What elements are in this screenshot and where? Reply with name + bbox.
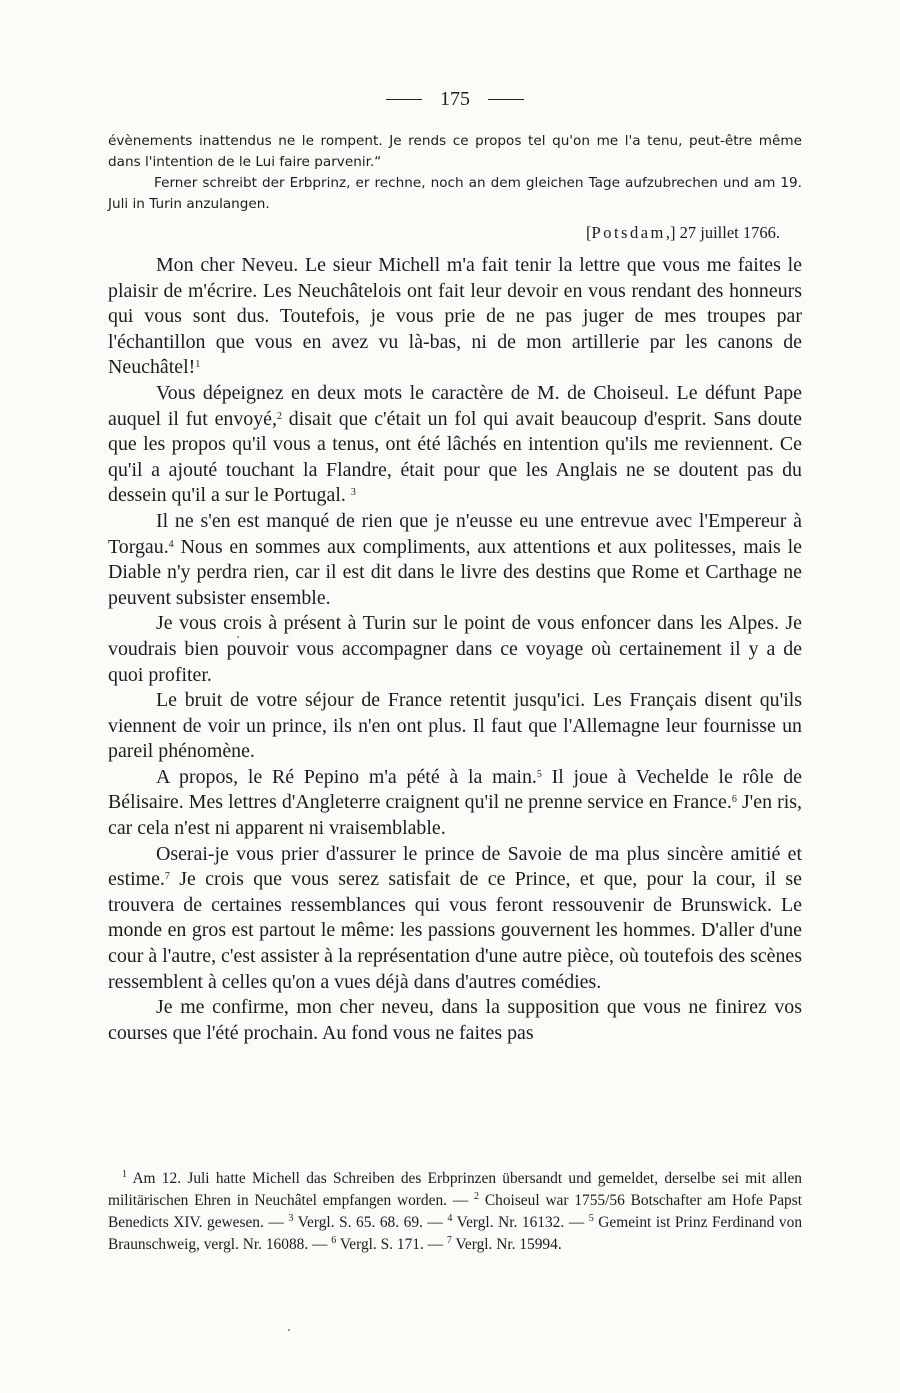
dateline xyxy=(108,223,780,243)
footnote-mark: 4 xyxy=(447,1213,453,1224)
footnote-mark: 1 xyxy=(122,1169,127,1180)
page-number: 175 xyxy=(440,88,470,110)
dateline-date: ,] 27 juillet 1766. xyxy=(665,223,780,242)
page-header xyxy=(108,88,802,111)
intro-paragraph: évènements inattendus ne le rompent. Je rends ce propos tel qu'on me l'a tenu, peut-être même dans l'intention de le Lui faire parvenir.“ xyxy=(108,133,802,170)
letter-paragraph xyxy=(108,381,802,509)
text-run: Mon cher Neveu. Le sieur Michell m'a fait tenir la lettre que vous me faites le plaisir de m'écrire. Les Neuchâtelois ont fait leur devoir en vous rendant des honneurs qui vous sont dus. Toutefois, je vous prie de ne pas juger de mes troupes par l'échantillon que vous en avez vu là-bas, ni de mon artillerie par les canons de Neuchâtel! xyxy=(108,254,802,379)
text-run: Nous en sommes aux compliments, aux attentions et aux politesses, mais le Diable n'y perdra rien, car il est dit dans le livre des destins que Rome et Carthage ne peuvent subsister ensemble. xyxy=(108,535,802,609)
page-content xyxy=(108,88,802,1046)
footnote-mark: 2 xyxy=(474,1191,480,1202)
print-speck xyxy=(288,1329,290,1331)
header-rule-right xyxy=(488,99,524,100)
letter-paragraph: Je vous crois à présent à Turin sur le point de vous enfoncer dans les Alpes. Je voudrais bien pouvoir vous accompagner dans ce voyage où certainement il y a de quoi profiter. xyxy=(108,612,802,686)
letter-paragraph xyxy=(108,842,802,996)
footnote-ref: 6 xyxy=(731,794,737,806)
footnote-block xyxy=(108,1168,802,1256)
text-run: Il ne s'en est manqué de rien que je n'eusse eu une entrevue avec l'Empereur à Torgau. xyxy=(108,509,802,558)
letter-paragraph: Je me confirme, mon cher neveu, dans la supposition que vous ne finirez vos courses que l'été prochain. Au fond vous ne faites pas xyxy=(108,996,802,1044)
text-run: A propos, le Ré Pepino m'a pété à la main. xyxy=(156,765,537,788)
editorial-intro xyxy=(108,131,802,215)
footnote-ref: 1 xyxy=(195,359,201,371)
text-run: Il joue à Vechelde le rôle de Bélisaire. Mes lettres d'Angleterre craignent qu'il ne prenne service en France. xyxy=(108,765,802,814)
text-run: Je crois que vous serez satisfait de ce Prince, et que, pour la cour, il se trouvera de certaines ressemblances qui vous feront ressouvenir de Brunswick. Le monde en gros est partout le même: les passions gouvernent les hommes. D'aller d'une cour à l'autre, c'est assister à la représentation d'une autre pièce, où toutefois des scènes ressemblent à celles qu'on a vues déjà dans d'autres comédies. xyxy=(108,868,802,993)
letter-paragraph xyxy=(108,253,802,381)
footnotes xyxy=(108,1168,802,1256)
dateline-bracket: [ xyxy=(586,223,592,242)
text-run: disait que c'était un fol qui avait beaucoup d'esprit. Sans doute que les propos qu'il vous a tenus, ont été lâchés en intention qu'ils me reviennent. Ce qu'il a ajouté touchant la Flandre, était pour que les Anglais ne se doutent pas du dessein qu'il a sur le Portugal. xyxy=(108,407,802,507)
print-speck xyxy=(237,636,239,638)
text-run: J'en ris, car cela n'est ni apparent ni vraisemblable. xyxy=(108,791,803,840)
footnote-ref: 4 xyxy=(168,538,174,550)
text-run: Vous dépeignez en deux mots le caractère de M. de Choiseul. Le défunt Pape auquel il fut envoyé, xyxy=(108,381,802,430)
footnote-text: Choiseul war 1755/56 Botschafter am Hofe Papst Benedicts XIV. gewesen. — xyxy=(108,1192,802,1231)
footnote-text: Vergl. S. 65. 68. 69. — xyxy=(297,1214,443,1231)
letter-paragraph xyxy=(108,765,802,842)
footnote-ref: 7 xyxy=(164,871,170,883)
footnote-mark: 5 xyxy=(588,1213,594,1224)
intro-paragraph: Ferner schreibt der Erbprinz, er rechne, noch an dem gleichen Tage aufzubrechen und am 19. Juli in Turin anzulangen. xyxy=(108,175,802,212)
footnote-text: Gemeint ist Prinz Ferdinand von Braunschweig, vergl. Nr. 16088. — xyxy=(108,1214,803,1253)
footnote-ref: 3 xyxy=(350,487,356,499)
letter-paragraph xyxy=(108,509,802,611)
footnote-ref: 2 xyxy=(276,410,282,422)
letter-paragraph: Le bruit de votre séjour de France retentit jusqu'ici. Les Français disent qu'ils viennent de voir un prince, ils n'en ont plus. Il faut que l'Allemagne leur fournisse un pareil phénomène. xyxy=(108,689,802,763)
footnote-text: Vergl. Nr. 16132. — xyxy=(456,1214,585,1231)
footnote-mark: 7 xyxy=(446,1235,452,1246)
footnote-text: Vergl. S. 171. — xyxy=(339,1236,444,1253)
header-rule-left xyxy=(386,99,422,100)
dateline-place: Potsdam xyxy=(591,223,666,242)
letter-body xyxy=(108,253,802,1046)
footnote-mark: 6 xyxy=(331,1235,337,1246)
footnote-text: Am 12. Juli hatte Michell das Schreiben des Erbprinzen übersandt und gemeldet, derselbe sei mit allen militärischen Ehren in Neuchâtel empfangen worden. — xyxy=(108,1170,802,1209)
text-run: Oserai-je vous prier d'assurer le prince de Savoie de ma plus sincère amitié et estime. xyxy=(108,842,802,891)
footnote-text: Vergl. Nr. 15994. xyxy=(455,1236,562,1253)
footnote-ref: 5 xyxy=(536,768,542,780)
footnote-mark: 3 xyxy=(288,1213,294,1224)
